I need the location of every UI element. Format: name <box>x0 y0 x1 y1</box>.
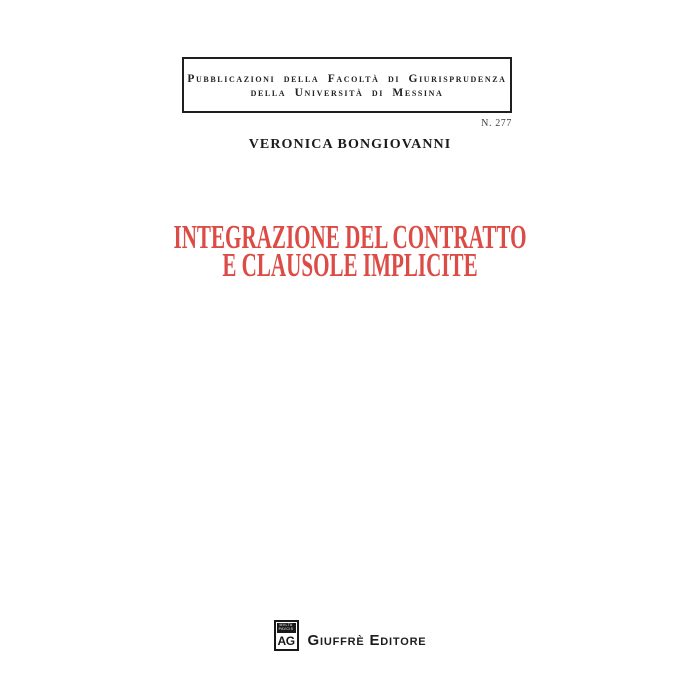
series-box <box>182 57 512 113</box>
publisher-name: Giuffrè Editore <box>307 632 427 649</box>
logo-motto-line-1: MVLTA <box>279 623 293 627</box>
author-name: VERONICA BONGIOVANNI <box>248 137 452 152</box>
series-line-1: Pubblicazioni della Facoltà di Giurisprudenza <box>187 73 507 85</box>
series-line-2: della Università di Messina <box>250 87 444 99</box>
title-line-2: E CLAUSOLE IMPLICITE <box>222 247 478 284</box>
series-number: N. 277 <box>481 118 512 129</box>
book-title-text <box>133 219 567 284</box>
title-line-1: INTEGRAZIONE DEL CONTRATTO <box>173 219 527 256</box>
giuffre-logo-icon <box>274 620 299 651</box>
logo-motto-line-2: PAVCIS <box>278 627 294 631</box>
book-title <box>0 219 700 284</box>
logo-initials: AG <box>277 633 295 648</box>
logo-motto-band <box>277 623 296 633</box>
publisher-footer <box>0 620 700 651</box>
